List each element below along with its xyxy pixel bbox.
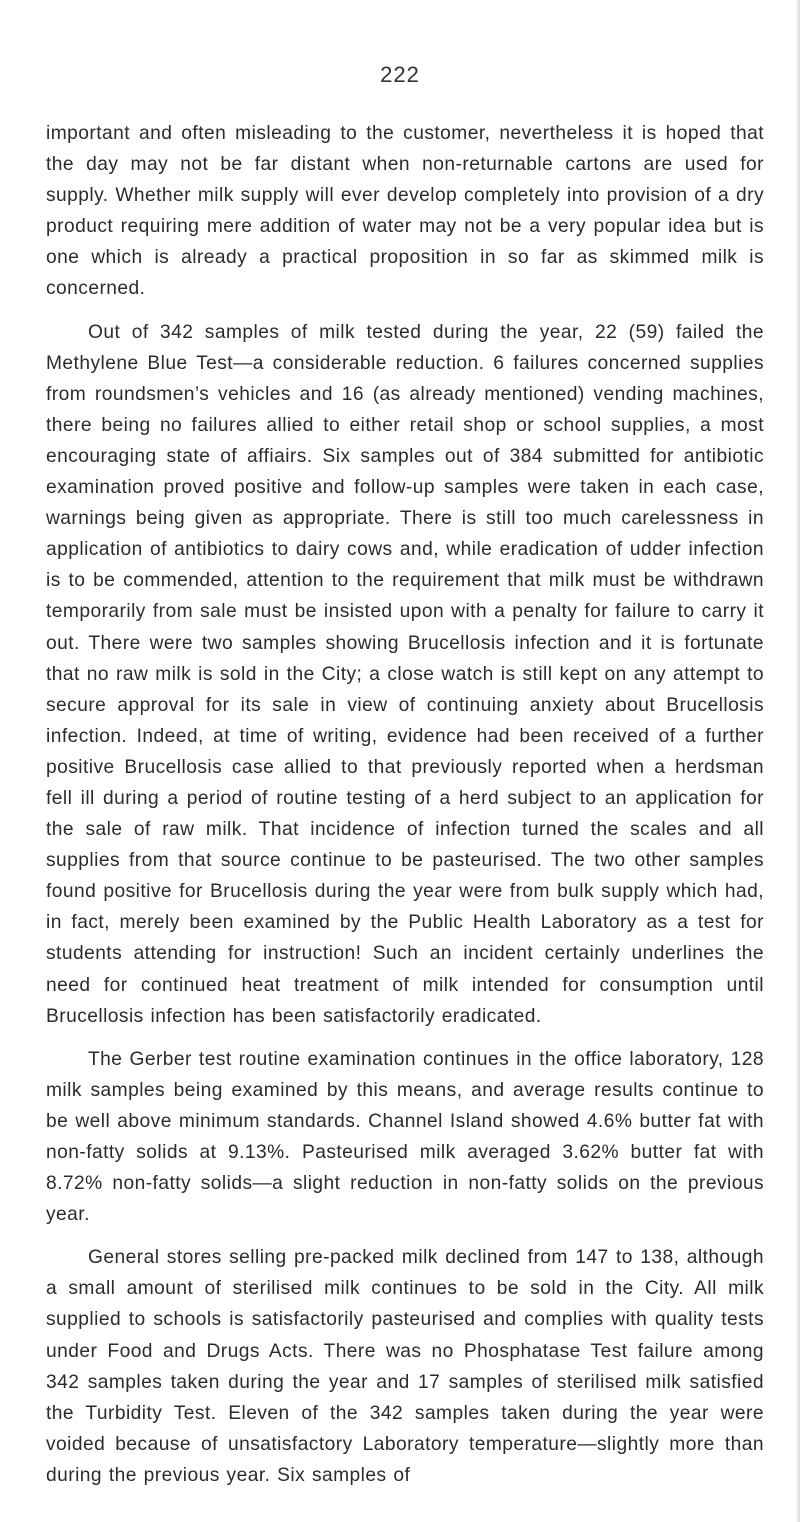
- paragraph-continued: important and often misleading to the customer, nevertheless it is hoped that the day may not be far distant when non-returnable cartons are used for supply. Whether milk supply will ever develop completely into provision of a dry product requiring mere addition of water may not be a very popular idea but is one which is already a practical proposition in so far as skimmed milk is concerned.: [46, 123, 764, 300]
- paragraph-methylene-blue-test: Out of 342 samples of milk tested during the year, 22 (59) failed the Methylene Blue Test—a considerable reduction. 6 failures concerned supplies from roundsmen’s vehicles and 16 (as already mentioned) vending machines, there being no failures allied to either retail shop or school supplies, a most encouraging state of affiairs. Six samples out of 384 submitted for antibiotic examination proved positive and follow-up samples were taken in each case, warnings being given as appropriate. There is still too much carelessness in application of antibiotics to dairy cows and, while eradication of udder infection is to be commended, attention to the requirement that milk must be withdrawn temporarily from sale must be insisted upon with a penalty for failure to carry it out. There were two samples showing Brucellosis infection and it is fortunate that no raw milk is sold in the City; a close watch is still kept on any attempt to secure approval for its sale in view of continuing anxiety about Brucellosis infection. Indeed, at time of writing, evidence had been received of a further positive Brucellosis case allied to that previously reported when a herdsman fell ill during a period of routine testing of a herd subject to an application for the sale of raw milk. That incidence of infection turned the scales and all supplies from that source continue to be pasteurised. The two other samples found positive for Brucellosis during the year were from bulk supply which had, in fact, merely been examined by the Public Health Laboratory as a test for students attending for instruction! Such an incident certainly underlines the need for continued heat treatment of milk intended for consumption until Brucellosis infection has been satisfactorily eradicated.: [46, 321, 764, 1027]
- page-edge-shadow: [796, 0, 800, 1522]
- page-number: 222: [380, 62, 420, 87]
- paragraph-general-stores: General stores selling pre-packed milk declined from 147 to 138, although a small amount of sterilised milk continues to be sold in the City. All milk supplied to schools is satisfactorily pasteurised and complies with quality tests under Food and Drugs Acts. There was no Phosphatase Test failure among 342 samples taken during the year and 17 samples of sterilised milk satisfied the Turbidity Test. Eleven of the 342 samples taken during the year were voided because of unsatisfactory Laboratory temperature—slightly more than during the previous year. Six samples of: [46, 1247, 764, 1486]
- paragraph-gerber-test: The Gerber test routine examination continues in the office laboratory, 128 milk samples being examined by this means, and average results continue to be well above minimum standards. Channel Island showed 4.6% butter fat with non-fatty solids at 9.13%. Pasteurised milk averaged 3.62% butter fat with 8.72% non-fatty solids—a slight reduction in non-fatty solids on the previous year.: [46, 1048, 764, 1226]
- body-text: [46, 118, 764, 1503]
